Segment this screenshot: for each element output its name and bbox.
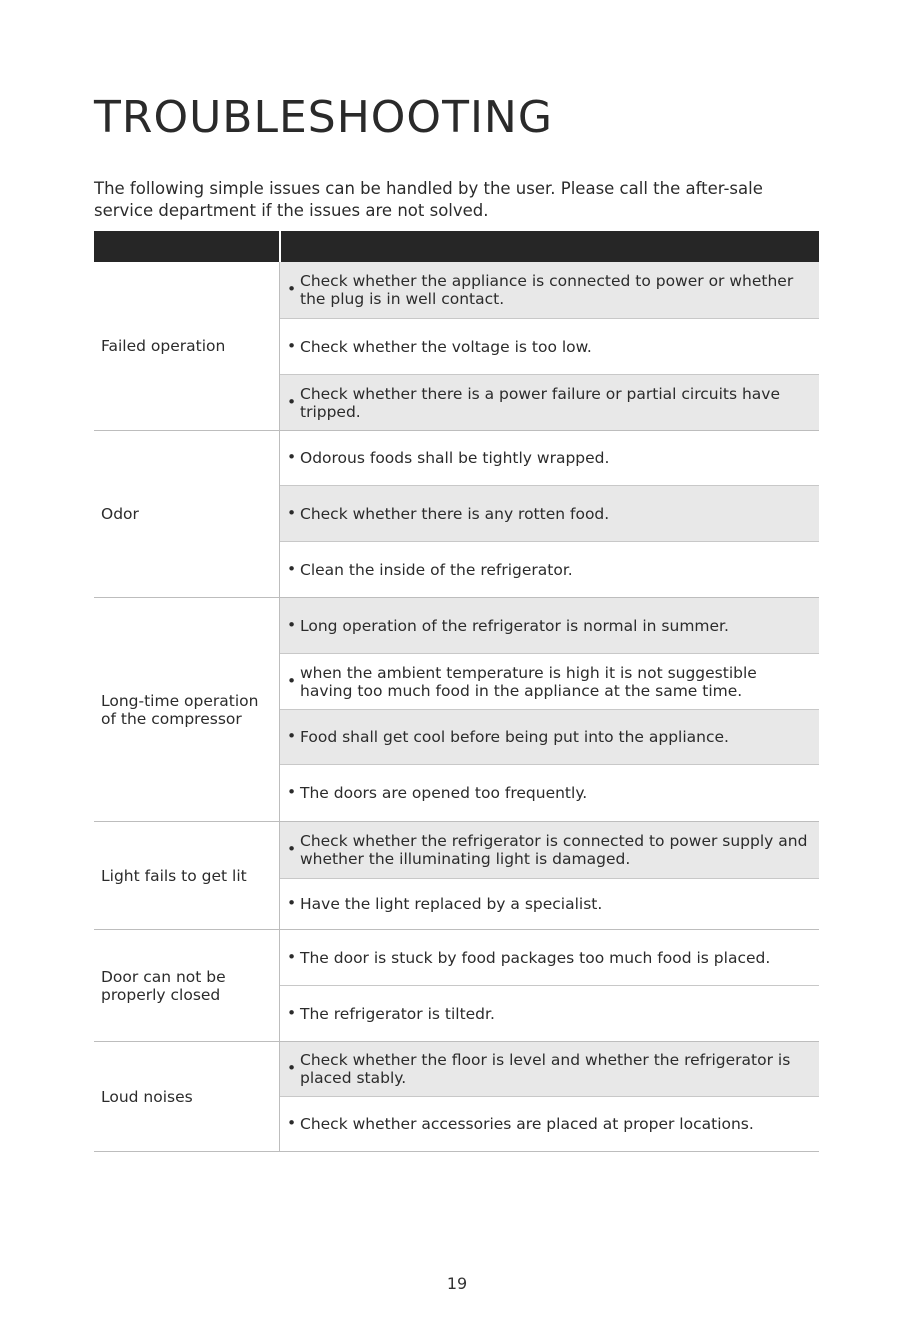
bullet-icon: • <box>287 615 297 634</box>
solution-text: The doors are opened too frequently. <box>300 784 588 802</box>
table-row-group <box>94 431 819 598</box>
bullet-icon: • <box>287 392 297 411</box>
bullet-icon: • <box>287 783 297 801</box>
solution-text: Odorous foods shall be tightly wrapped. <box>300 449 610 467</box>
solution-row <box>280 822 819 879</box>
problem-cell <box>94 262 280 430</box>
problem-cell <box>94 822 280 929</box>
problem-cell <box>94 1042 280 1151</box>
problem-cell <box>94 930 280 1041</box>
solution-row <box>280 542 819 597</box>
bullet-icon: • <box>287 894 297 912</box>
solution-text: Check whether accessories are placed at proper locations. <box>300 1115 754 1133</box>
problem-text: Long-time operation of the compressor <box>101 691 259 728</box>
solution-row <box>280 319 819 375</box>
solution-text: Have the light replaced by a specialist. <box>300 895 603 913</box>
solutions-cell <box>280 598 819 821</box>
bullet-icon: • <box>287 1003 297 1022</box>
page-title: TROUBLESHOOTING <box>94 92 553 143</box>
table-row-group <box>94 1042 819 1152</box>
header-solution-cell <box>281 231 819 262</box>
solution-text: when the ambient temperature is high it is not suggestible having too much food in the appliance at the same time. <box>300 663 757 700</box>
solution-text: The refrigerator is tiltedr. <box>300 1004 495 1023</box>
solution-row <box>280 765 819 821</box>
solution-text: Check whether the appliance is connected to power or whether the plug is in well contact. <box>300 272 794 308</box>
page-number: 19 <box>446 1274 468 1293</box>
table-row-group <box>94 262 819 431</box>
solution-text: Check whether the refrigerator is connected to power supply and whether the illuminating light is damaged. <box>300 832 808 868</box>
solution-row <box>280 710 819 765</box>
bullet-icon: • <box>287 947 297 966</box>
solution-row <box>280 654 819 710</box>
problem-cell <box>94 431 280 597</box>
solutions-cell <box>280 1042 819 1151</box>
bullet-icon: • <box>287 671 297 690</box>
solution-text: Clean the inside of the refrigerator. <box>300 560 573 579</box>
bullet-icon: • <box>287 559 297 578</box>
problem-text: Odor <box>101 505 139 523</box>
problem-text: Door can not be properly closed <box>101 967 226 1004</box>
solution-row <box>280 486 819 542</box>
bullet-icon: • <box>287 336 297 355</box>
bullet-icon: • <box>287 1059 297 1077</box>
header-problem-cell <box>94 231 281 262</box>
solution-row <box>280 1042 819 1097</box>
solution-text: The door is stuck by food packages too much food is placed. <box>300 948 771 967</box>
solution-row <box>280 431 819 486</box>
bullet-icon: • <box>287 280 297 298</box>
table-row-group <box>94 598 819 822</box>
solution-text: Check whether the voltage is too low. <box>300 337 592 356</box>
bullet-icon: • <box>287 448 297 466</box>
solutions-cell <box>280 822 819 929</box>
problem-text: Light fails to get lit <box>101 866 247 885</box>
solution-text: Check whether the floor is level and whether the refrigerator is placed stably. <box>300 1051 791 1087</box>
solution-text: Check whether there is any rotten food. <box>300 504 610 523</box>
solution-row <box>280 375 819 430</box>
solution-row <box>280 262 819 319</box>
problem-text: Loud noises <box>101 1087 193 1106</box>
intro-paragraph: The following simple issues can be handled by the user. Please call the after-sale service department if the issues are not solved. <box>94 179 763 220</box>
table-header <box>94 231 819 262</box>
problem-cell <box>94 598 280 821</box>
bullet-icon: • <box>287 840 297 858</box>
solution-row <box>280 930 819 986</box>
solution-row <box>280 598 819 654</box>
solution-row <box>280 986 819 1041</box>
solution-text: Check whether there is a power failure or partial circuits have tripped. <box>300 384 781 421</box>
table-body <box>94 262 819 1152</box>
bullet-icon: • <box>287 727 297 745</box>
solution-row <box>280 1097 819 1151</box>
solution-text: Food shall get cool before being put into the appliance. <box>300 728 729 746</box>
solutions-cell <box>280 930 819 1041</box>
bullet-icon: • <box>287 503 297 522</box>
solutions-cell <box>280 262 819 430</box>
solution-row <box>280 879 819 929</box>
table-row-group <box>94 930 819 1042</box>
problem-text: Failed operation <box>101 337 226 355</box>
bullet-icon: • <box>287 1114 297 1132</box>
troubleshooting-table <box>94 231 819 1152</box>
solution-text: Long operation of the refrigerator is normal in summer. <box>300 616 729 635</box>
solutions-cell <box>280 431 819 597</box>
table-row-group <box>94 822 819 930</box>
